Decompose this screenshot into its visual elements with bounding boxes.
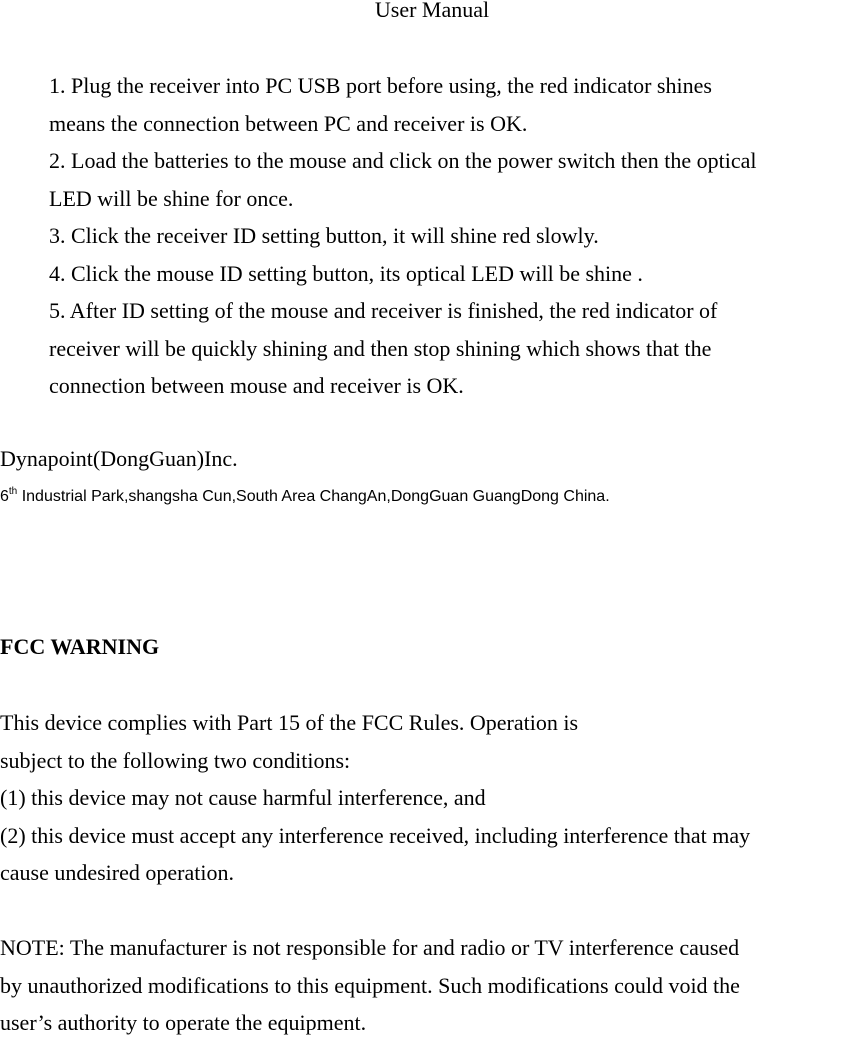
fcc-warning-heading: FCC WARNING bbox=[0, 634, 160, 659]
company-name: Dynapoint(DongGuan)Inc. bbox=[0, 446, 238, 471]
step-item bbox=[49, 292, 853, 405]
step-line: 2. Load the batteries to the mouse and click on the power switch then the optical bbox=[49, 148, 757, 173]
fcc-note bbox=[0, 929, 853, 1042]
address-number: 6 bbox=[0, 488, 9, 505]
step-line: connection between mouse and receiver is OK. bbox=[49, 373, 464, 398]
company-address bbox=[0, 485, 610, 509]
address-text: Industrial Park,shangsha Cun,South Area ChangAn,DongGuan GuangDong China. bbox=[17, 488, 610, 505]
step-line: 5. After ID setting of the mouse and receiver is finished, the red indicator of bbox=[49, 298, 718, 323]
fcc-line: (1) this device may not cause harmful interference, and bbox=[0, 785, 486, 810]
page-title: User Manual bbox=[374, 0, 490, 22]
step-line: means the connection between PC and receiver is OK. bbox=[49, 110, 528, 136]
step-line: receiver will be quickly shining and then stop shining which shows that the bbox=[49, 335, 712, 361]
step-line: 3. Click the receiver ID setting button, it will shine red slowly. bbox=[49, 223, 599, 248]
note-line: NOTE: The manufacturer is not responsible for and radio or TV interference caused bbox=[0, 935, 740, 960]
step-item bbox=[49, 67, 853, 142]
note-line: user’s authority to operate the equipment. bbox=[0, 1010, 367, 1035]
fcc-line: cause undesired operation. bbox=[0, 860, 234, 885]
step-item bbox=[49, 255, 853, 293]
step-line: LED will be shine for once. bbox=[49, 185, 294, 211]
instruction-steps bbox=[49, 67, 853, 405]
fcc-line: (2) this device must accept any interference received, including interference that may bbox=[0, 822, 751, 848]
fcc-line: subject to the following two conditions: bbox=[0, 747, 351, 773]
step-line: 4. Click the mouse ID setting button, its optical LED will be shine . bbox=[49, 260, 643, 286]
address-superscript: th bbox=[8, 486, 18, 497]
fcc-warning-body bbox=[0, 704, 853, 892]
fcc-line: This device complies with Part 15 of the FCC Rules. Operation is bbox=[0, 710, 579, 735]
step-item bbox=[49, 142, 853, 217]
note-line: by unauthorized modifications to this equipment. Such modifications could void the bbox=[0, 972, 740, 998]
step-line: 1. Plug the receiver into PC USB port before using, the red indicator shines bbox=[49, 73, 712, 98]
step-item bbox=[49, 217, 853, 255]
